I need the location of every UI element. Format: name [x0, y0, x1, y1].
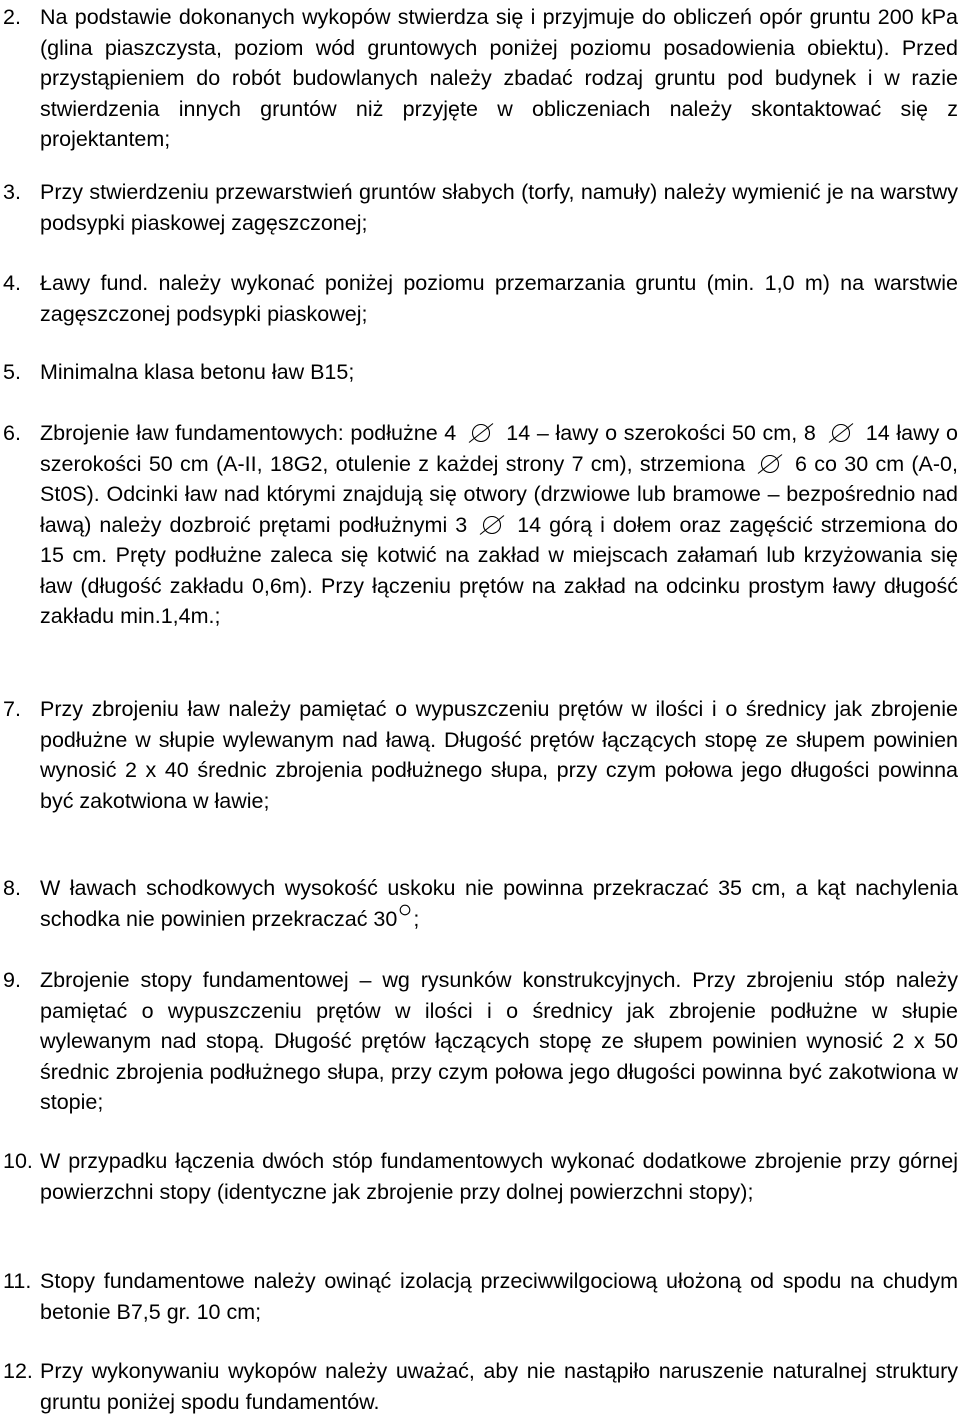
diameter-icon	[828, 423, 854, 443]
list-item-9	[0, 965, 958, 1118]
list-item-11	[0, 1266, 958, 1327]
list-item-3	[0, 177, 958, 238]
item-number: 7.	[3, 697, 21, 721]
text-segment: 6 co 30 cm (A-0, St0S). Odcinki ław nad którymi znajdują się otwory (drzwiowe lub bramowe – bezpośrednio nad ławą) należy dozbroić prętami podłużnymi 3	[40, 451, 958, 537]
diameter-icon	[468, 423, 494, 443]
item-text: Na podstawie dokonanych wykopów stwierdza się i przyjmuje do obliczeń opór gruntu 200 kPa (glina piaszczysta, poziom wód gruntowych poniżej poziomu posadowienia obiektu). Przed przystąpieniem do robót budowlanych należy zbadać rodzaj gruntu pod budynek i w razie stwierdzenia innych gruntów niż przyjęte w obliczeniach należy skontaktować się z projektantem;	[40, 5, 958, 151]
text-segment: 14 górą i dołem oraz zagęścić strzemiona do 15 cm. Pręty podłużne zaleca się kotwić na zakład w miejscach załamań lub krzyżowania się ław (długość zakładu 0,6m). Przy łączeniu prętów na zakład na odcinku prostym ławy długość zakładu min.1,4m.;	[40, 512, 958, 628]
list-item-10	[0, 1146, 958, 1207]
item-text	[40, 873, 958, 934]
item-text: Minimalna klasa betonu ław B15;	[40, 360, 355, 384]
text-segment: W ławach schodkowych wysokość uskoku nie powinna przekraczać 35 cm, a kąt nachylenia schodka nie powinien przekraczać 30	[40, 876, 958, 931]
item-text: Przy wykonywaniu wykopów należy uważać, aby nie nastąpiło naruszenie naturalnej struktury gruntu poniżej spodu fundamentów.	[40, 1359, 958, 1414]
item-number: 10.	[3, 1149, 33, 1173]
item-number: 11.	[3, 1269, 32, 1293]
item-text	[40, 418, 958, 632]
item-number: 12.	[3, 1359, 33, 1383]
item-text: Stopy fundamentowe należy owinąć izolacją przeciwwilgociową ułożoną od spodu na chudym betonie B7,5 gr. 10 cm;	[40, 1269, 958, 1324]
text-segment: ;	[413, 906, 420, 931]
item-text: Ławy fund. należy wykonać poniżej poziomu przemarzania gruntu (min. 1,0 m) na warstwie zagęszczonej podsypki piaskowej;	[40, 271, 958, 326]
degree-icon	[399, 904, 411, 920]
diameter-icon	[757, 454, 783, 474]
list-item-7	[0, 694, 958, 816]
item-text: Przy zbrojeniu ław należy pamiętać o wypuszczeniu prętów w ilości i o średnicy jak zbrojenie podłużne w słupie wylewanym nad ławą. Długość prętów łączących stopę ze słupem powinien wynosić 2 x 40 średnic zbrojenia podłużnego słupa, przy czym połowa jego długości powinna być zakotwiona w ławie;	[40, 697, 958, 813]
list-item-4	[0, 268, 958, 329]
list-item-6	[0, 418, 958, 632]
item-number: 6.	[3, 421, 21, 445]
item-number: 9.	[3, 968, 21, 992]
item-text: Zbrojenie stopy fundamentowej – wg rysunków konstrukcyjnych. Przy zbrojeniu stóp należy pamiętać o wypuszczeniu prętów w ilości i o średnicy jak zbrojenie podłużne w słupie wylewanym nad stopą. Długość prętów łączących stopę ze słupem powinien wynosić 2 x 50 średnic zbrojenia podłużnego słupa, przy czym połowa jego długości powinna być zakotwiona w stopie;	[40, 968, 958, 1114]
diameter-icon	[479, 515, 505, 535]
item-number: 8.	[3, 876, 21, 900]
text-segment: 14 ławy o szerokości 50 cm (A-II, 18G2, otulenie z każdej strony 7 cm), strzemiona	[40, 421, 958, 476]
item-text: W przypadku łączenia dwóch stóp fundamentowych wykonać dodatkowe zbrojenie przy górnej powierzchni stopy (identyczne jak zbrojenie przy dolnej powierzchni stopy);	[40, 1149, 958, 1204]
list-item-2	[0, 2, 958, 155]
list-item-8	[0, 873, 958, 934]
list-item-5	[0, 357, 958, 388]
item-text: Przy stwierdzeniu przewarstwień gruntów słabych (torfy, namuły) należy wymienić je na warstwy podsypki piaskowej zagęszczonej;	[40, 180, 958, 235]
text-segment: 14 – ławy o szerokości 50 cm, 8	[506, 421, 816, 445]
text-segment: Zbrojenie ław fundamentowych: podłużne 4	[40, 421, 457, 445]
item-number: 4.	[3, 271, 21, 295]
item-number: 2.	[3, 5, 21, 29]
item-number: 5.	[3, 360, 21, 384]
list-item-12	[0, 1356, 958, 1417]
item-number: 3.	[3, 180, 21, 204]
